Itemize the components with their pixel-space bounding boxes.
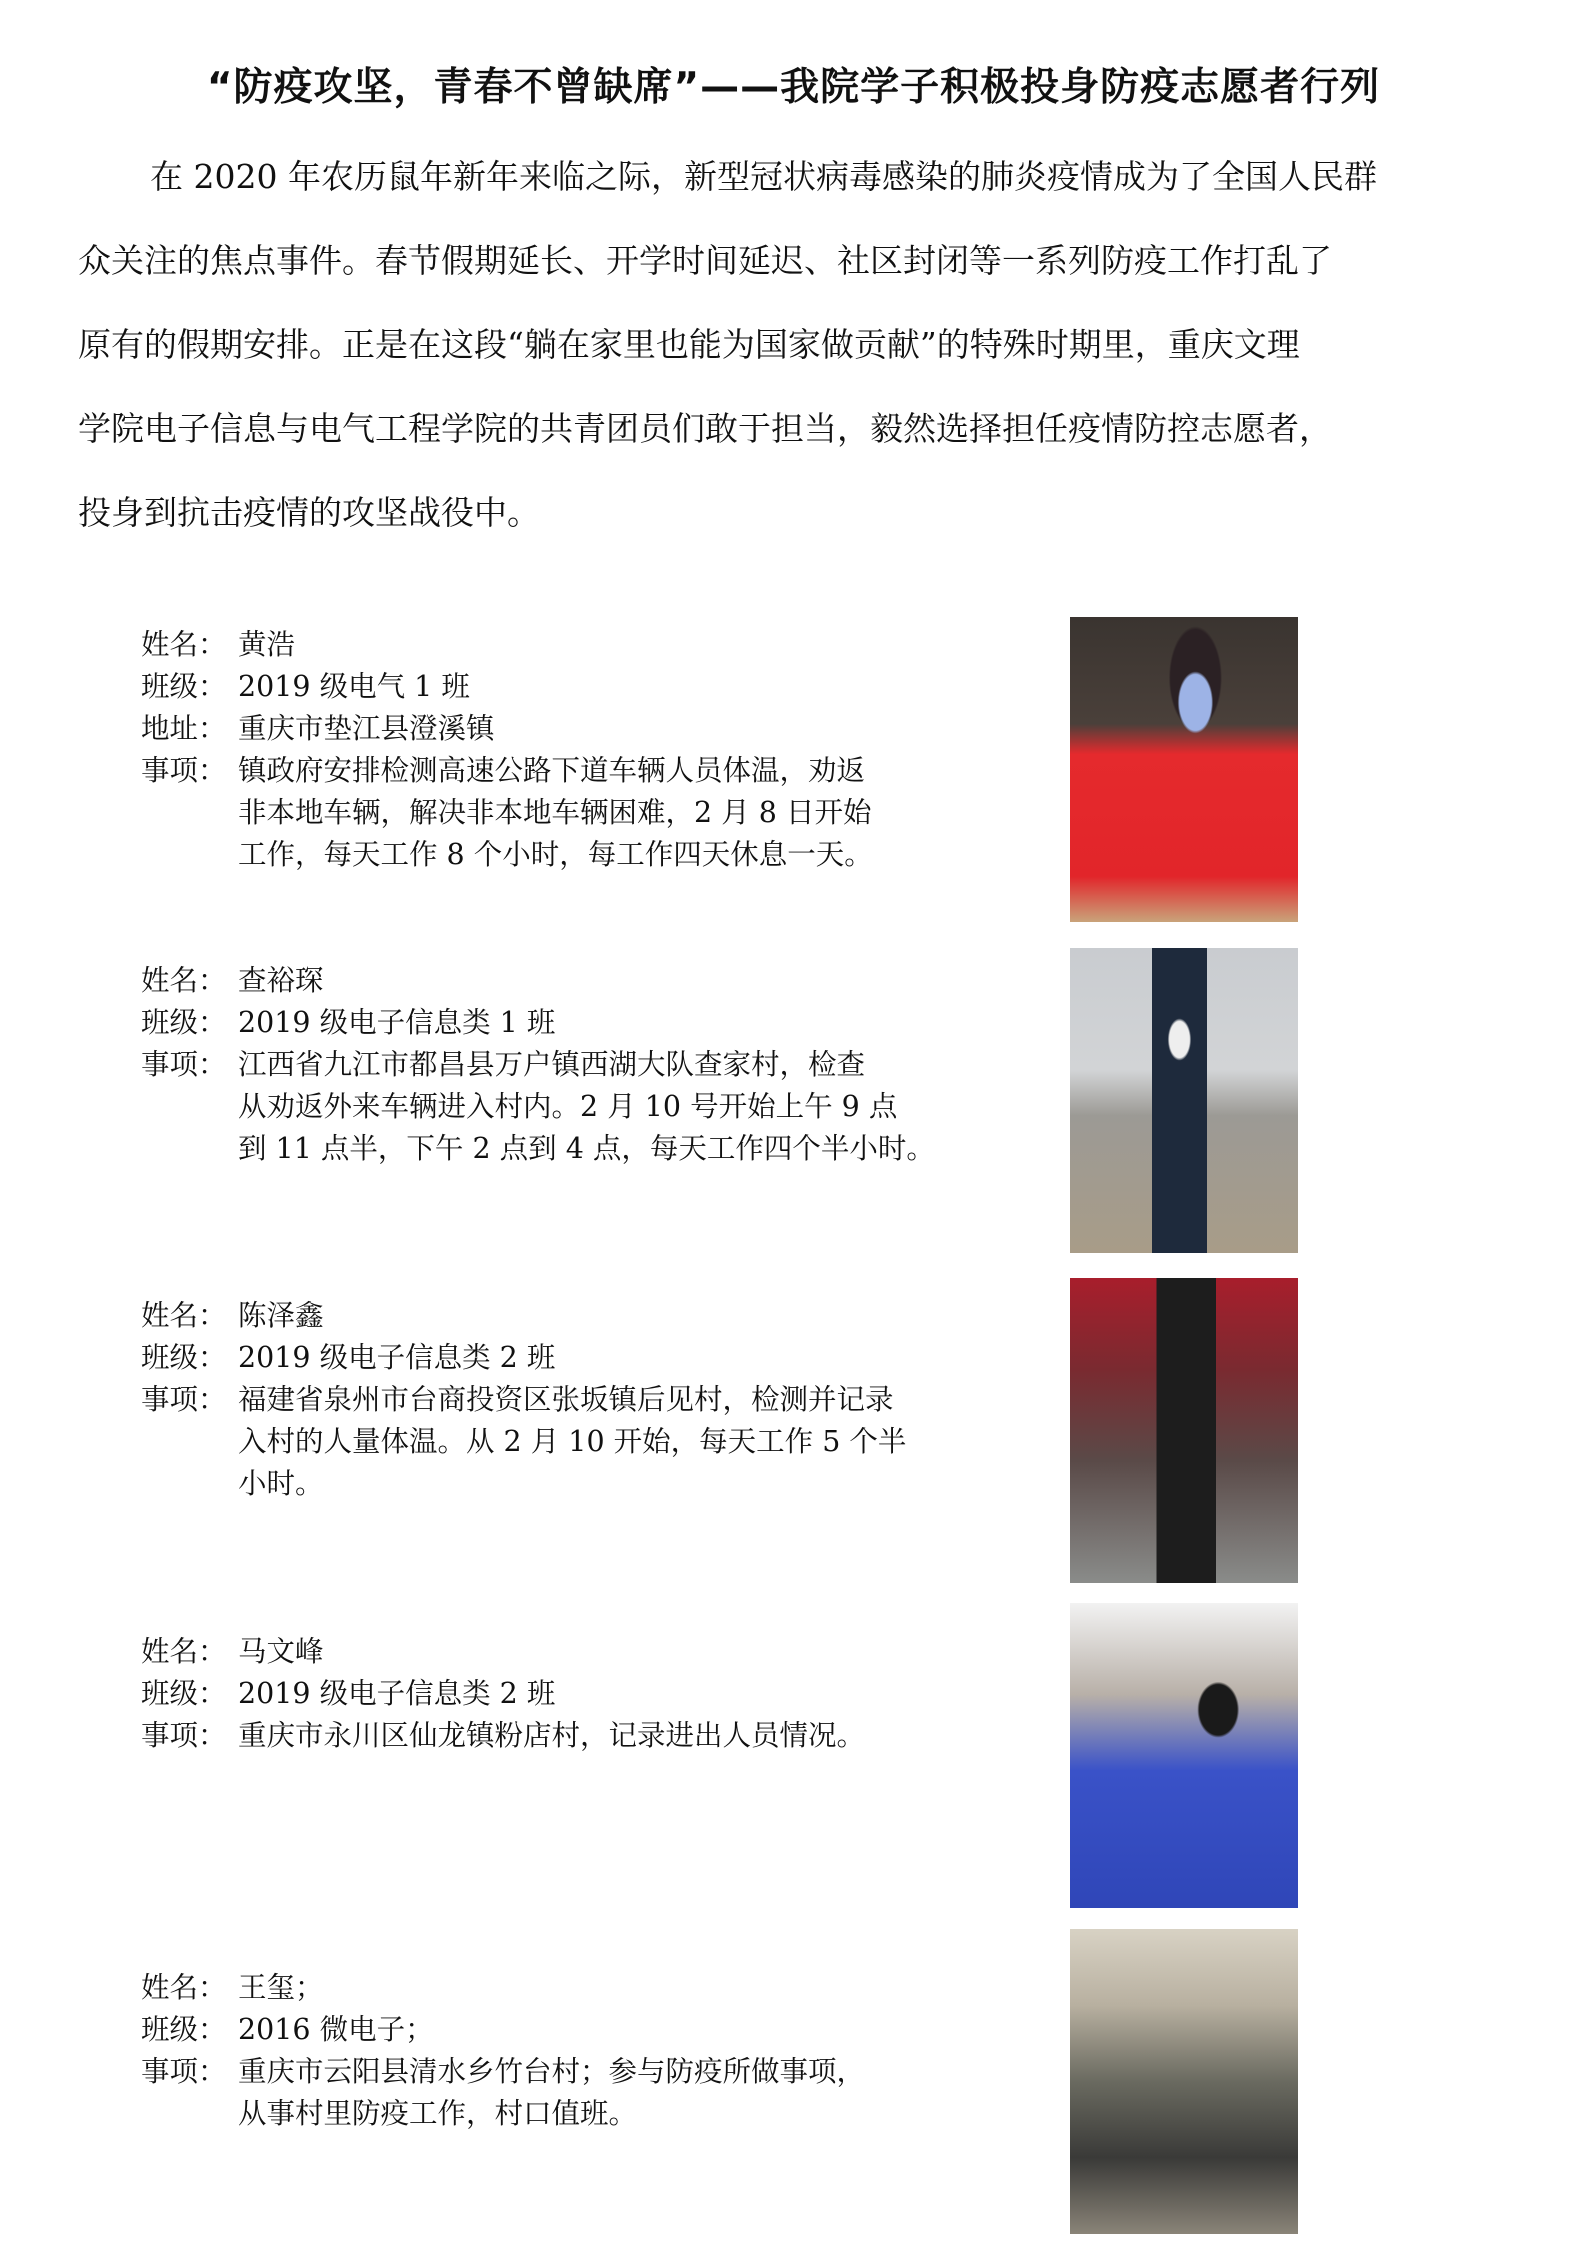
class-label: 班级：	[141, 1006, 227, 1039]
intro-line: 投身到抗击疫情的攻坚战役中。	[78, 493, 540, 532]
class-label: 班级：	[141, 1341, 227, 1374]
volunteer-photo	[1070, 617, 1298, 922]
article-title: “防疫攻坚，青春不曾缺席”——我院学子积极投身防疫志愿者行列	[206, 65, 1381, 110]
intro-paragraph	[78, 135, 1528, 555]
matters-line: 重庆市永川区仙龙镇粉店村，记录进出人员情况。	[238, 1719, 866, 1752]
matters-line: 小时。	[238, 1467, 324, 1500]
matters-line: 到 11 点半，下午 2 点到 4 点，每天工作四个半小时。	[238, 1132, 935, 1165]
volunteer-matters	[238, 2051, 1021, 2135]
matters-label: 事项：	[141, 2055, 227, 2088]
volunteer-entry	[141, 624, 1021, 876]
volunteer-entry	[141, 960, 1021, 1170]
volunteer-class: 2019 级电气 1 班	[238, 670, 470, 703]
volunteer-name: 马文峰	[238, 1635, 324, 1668]
intro-line: 在 2020 年农历鼠年新年来临之际，新型冠状病毒感染的肺炎疫情成为了全国人民群	[150, 157, 1377, 196]
matters-line: 工作，每天工作 8 个小时，每工作四天休息一天。	[238, 838, 873, 871]
volunteer-photo	[1070, 1278, 1298, 1583]
matters-line: 重庆市云阳县清水乡竹台村；参与防疫所做事项，	[238, 2055, 866, 2088]
volunteer-photo	[1070, 1929, 1298, 2234]
matters-label: 事项：	[141, 1383, 227, 1416]
volunteer-matters	[238, 1715, 1021, 1757]
matters-line: 非本地车辆，解决非本地车辆困难，2 月 8 日开始	[238, 796, 872, 829]
matters-label: 事项：	[141, 754, 227, 787]
class-label: 班级：	[141, 670, 227, 703]
volunteer-class: 2019 级电子信息类 2 班	[238, 1341, 556, 1374]
matters-label: 事项：	[141, 1719, 227, 1752]
matters-line: 入村的人量体温。从 2 月 10 开始，每天工作 5 个半	[238, 1425, 907, 1458]
name-label: 姓名：	[141, 1299, 227, 1332]
name-label: 姓名：	[141, 964, 227, 997]
volunteer-matters	[238, 1044, 1021, 1170]
class-label: 班级：	[141, 1677, 227, 1710]
volunteer-matters	[238, 750, 1021, 876]
matters-line: 江西省九江市都昌县万户镇西湖大队查家村，检查	[238, 1048, 866, 1081]
volunteer-photo	[1070, 1603, 1298, 1908]
volunteer-name: 黄浩	[238, 628, 296, 661]
name-label: 姓名：	[141, 1971, 227, 2004]
volunteer-class: 2019 级电子信息类 1 班	[238, 1006, 556, 1039]
volunteer-entry	[141, 1295, 1021, 1505]
name-label: 姓名：	[141, 628, 227, 661]
matters-line: 从劝返外来车辆进入村内。2 月 10 号开始上午 9 点	[238, 1090, 898, 1123]
volunteer-name: 陈泽鑫	[238, 1299, 324, 1332]
address-label: 地址：	[141, 712, 227, 745]
volunteer-class: 2016 微电子；	[238, 2013, 434, 2046]
volunteer-class: 2019 级电子信息类 2 班	[238, 1677, 556, 1710]
matters-line: 福建省泉州市台商投资区张坂镇后见村，检测并记录	[238, 1383, 894, 1416]
volunteer-name: 王玺；	[238, 1971, 324, 2004]
matters-line: 镇政府安排检测高速公路下道车辆人员体温，劝返	[238, 754, 866, 787]
matters-line: 从事村里防疫工作，村口值班。	[238, 2097, 638, 2130]
intro-line: 众关注的焦点事件。春节假期延长、开学时间延迟、社区封闭等一系列防疫工作打乱了	[78, 241, 1332, 280]
volunteer-entry	[141, 1967, 1021, 2135]
name-label: 姓名：	[141, 1635, 227, 1668]
matters-label: 事项：	[141, 1048, 227, 1081]
intro-line: 学院电子信息与电气工程学院的共青团员们敢于担当，毅然选择担任疫情防控志愿者，	[78, 409, 1332, 448]
class-label: 班级：	[141, 2013, 227, 2046]
volunteer-name: 查裕琛	[238, 964, 324, 997]
volunteer-photo	[1070, 948, 1298, 1253]
volunteer-entry	[141, 1631, 1021, 1757]
volunteer-matters	[238, 1379, 1021, 1505]
intro-line: 原有的假期安排。正是在这段“躺在家里也能为国家做贡献”的特殊时期里，重庆文理	[78, 325, 1300, 364]
volunteer-address: 重庆市垫江县澄溪镇	[238, 712, 495, 745]
